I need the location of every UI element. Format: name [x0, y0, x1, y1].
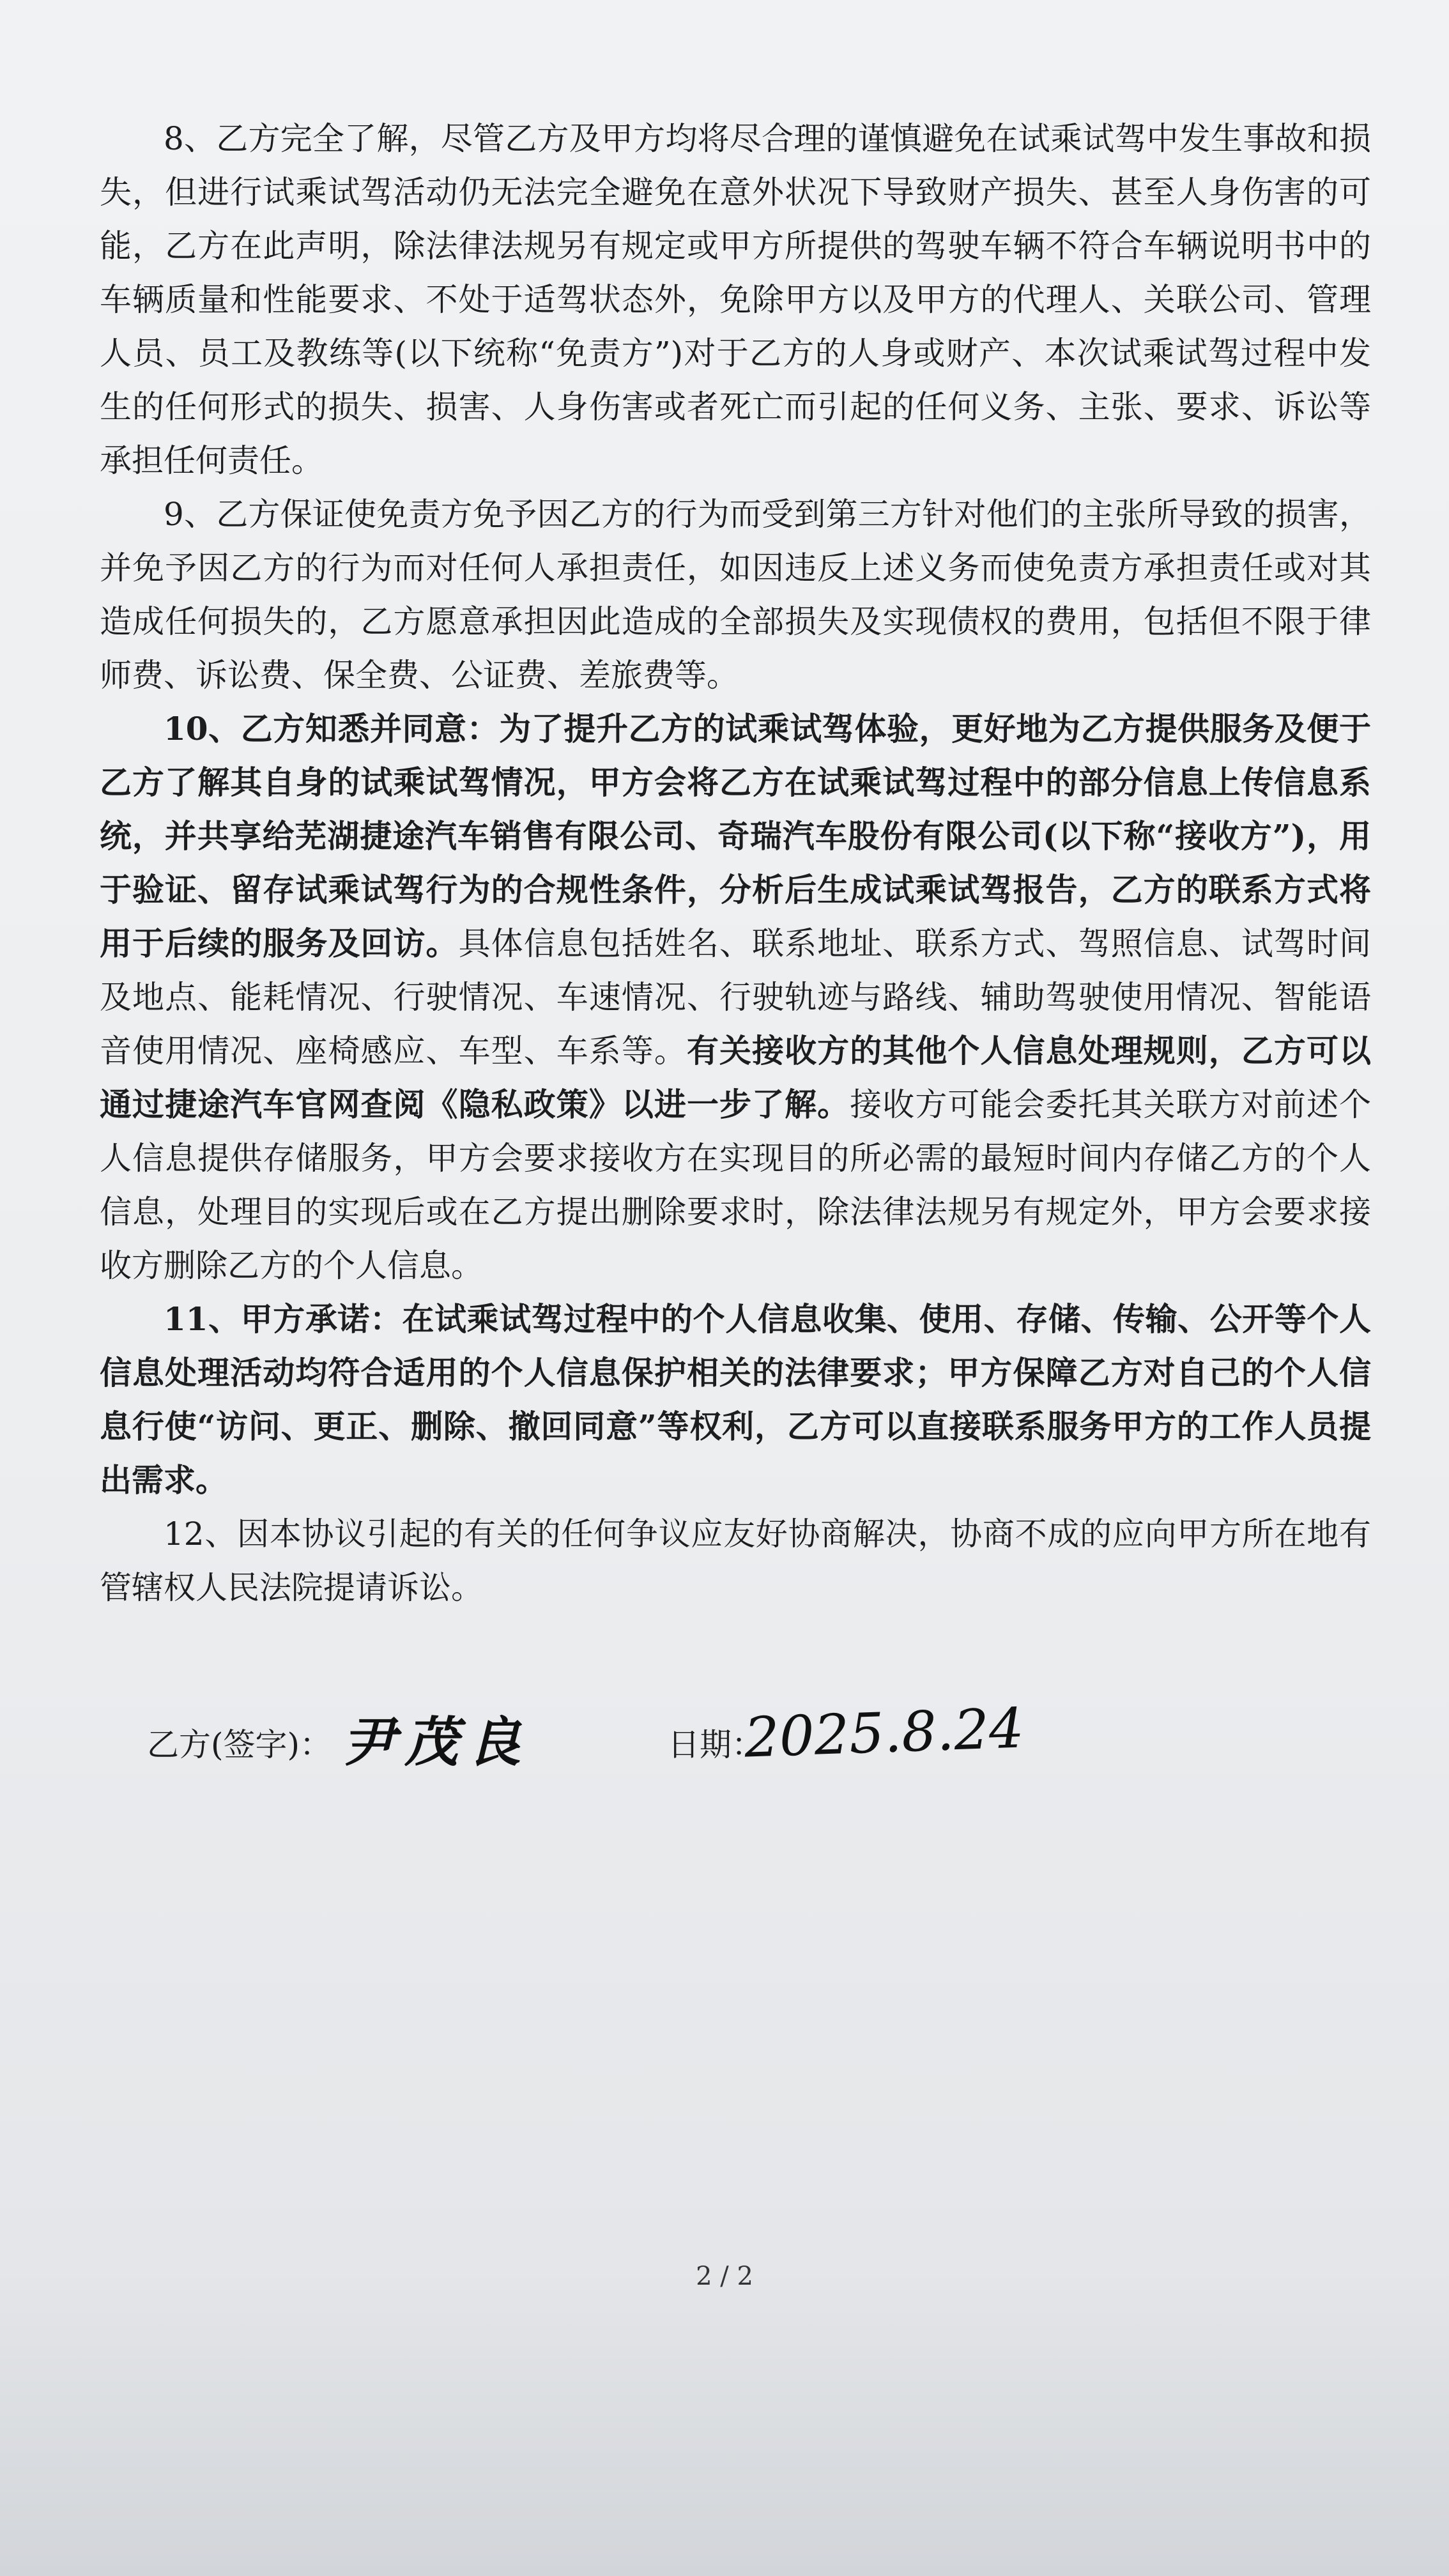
clause-9-text: 9、乙方保证使免责方免予因乙方的行为而受到第三方针对他们的主张所导致的损害，并免予因乙方的行为而对任何人承担责任，如因违反上述义务而使免责方承担责任或对其造成任何损失的，乙方愿意承担因此造成的全部损失及实现债权的费用，包括但不限于律师费、诉讼费、保全费、公证费、差旅费等。 [100, 496, 1371, 694]
clause-10-storage-text: 接收方可能会委托其关联方对前述个人信息提供存储服务，甲方会要求接收方在实现目的所必需的最短时间内存储乙方的个人信息，处理目的实现后或在乙方提出删除要求时，除法律法规另有规定外，甲方会要求接收方删除乙方的个人信息。 [100, 1086, 1372, 1284]
handwritten-signature: 尹茂良 [342, 1710, 530, 1774]
clause-11 [100, 1292, 1371, 1507]
clause-8 [100, 112, 1371, 487]
signature-block [147, 1696, 1041, 1774]
clause-10-privacy-policy-bold: 有关接收方的其他个人信息处理规则，乙方可以通过捷途汽车官网查阅《隐私政策》以进一步了解。 [100, 1032, 1372, 1123]
clause-12-text: 12、因本协议引起的有关的任何争议应友好协商解决，协商不成的应向甲方所在地有管辖权人民法院提请诉讼。 [100, 1515, 1371, 1606]
handwritten-date: 2025.8.24 [743, 1696, 1025, 1770]
clause-10 [100, 702, 1371, 1292]
clause-11-text: 11、甲方承诺：在试乘试驾过程中的个人信息收集、使用、存储、传输、公开等个人信息处理活动均符合适用的个人信息保护相关的法律要求；甲方保障乙方对自己的个人信息行使“访问、更正、删除、撤回同意”等权利，乙方可以直接联系服务甲方的工作人员提出需求。 [100, 1300, 1371, 1499]
clause-10-info-details: 具体信息包括姓名、联系地址、联系方式、驾照信息、试驾时间及地点、能耗情况、行驶情况、车速情况、行驶轨迹与路线、辅助驾驶使用情况、智能语音使用情况、座椅感应、车型、车系等。 [100, 925, 1372, 1070]
agreement-body [100, 112, 1371, 1614]
party-b-signature-label: 乙方(签字)： [147, 1726, 332, 1763]
clause-8-text: 8、乙方完全了解，尽管乙方及甲方均将尽合理的谨慎避免在试乘试驾中发生事故和损失，但进行试乘试驾活动仍无法完全避免在意外状况下导致财产损失、甚至人身伤害的可能，乙方在此声明，除法律法规另有规定或甲方所提供的驾驶车辆不符合车辆说明书中的车辆质量和性能要求、不处于适驾状态外，免除甲方以及甲方的代理人、关联公司、管理人员、员工及教练等(以下统称“免责方”)对于乙方的人身或财产、本次试乘试驾过程中发生的任何形式的损失、损害、人身伤害或者死亡而引起的任何义务、主张、要求、诉讼等承担任何责任。 [100, 120, 1371, 479]
page-number: 2 / 2 [696, 2262, 753, 2291]
clause-9 [100, 487, 1371, 702]
clause-10-consent-bold: 10、乙方知悉并同意：为了提升乙方的试乘试驾体验，更好地为乙方提供服务及便于乙方了解其自身的试乘试驾情况，甲方会将乙方在试乘试驾过程中的部分信息上传信息系统，并共享给芜湖捷途汽车销售有限公司、奇瑞汽车股份有限公司(以下称“接收方”)，用于验证、留存试乘试驾行为的合规性条件，分析后生成试乘试驾报告，乙方的联系方式将用于后续的服务及回访。 [100, 710, 1371, 962]
date-label: 日期： [668, 1726, 763, 1763]
clause-12 [100, 1507, 1371, 1614]
